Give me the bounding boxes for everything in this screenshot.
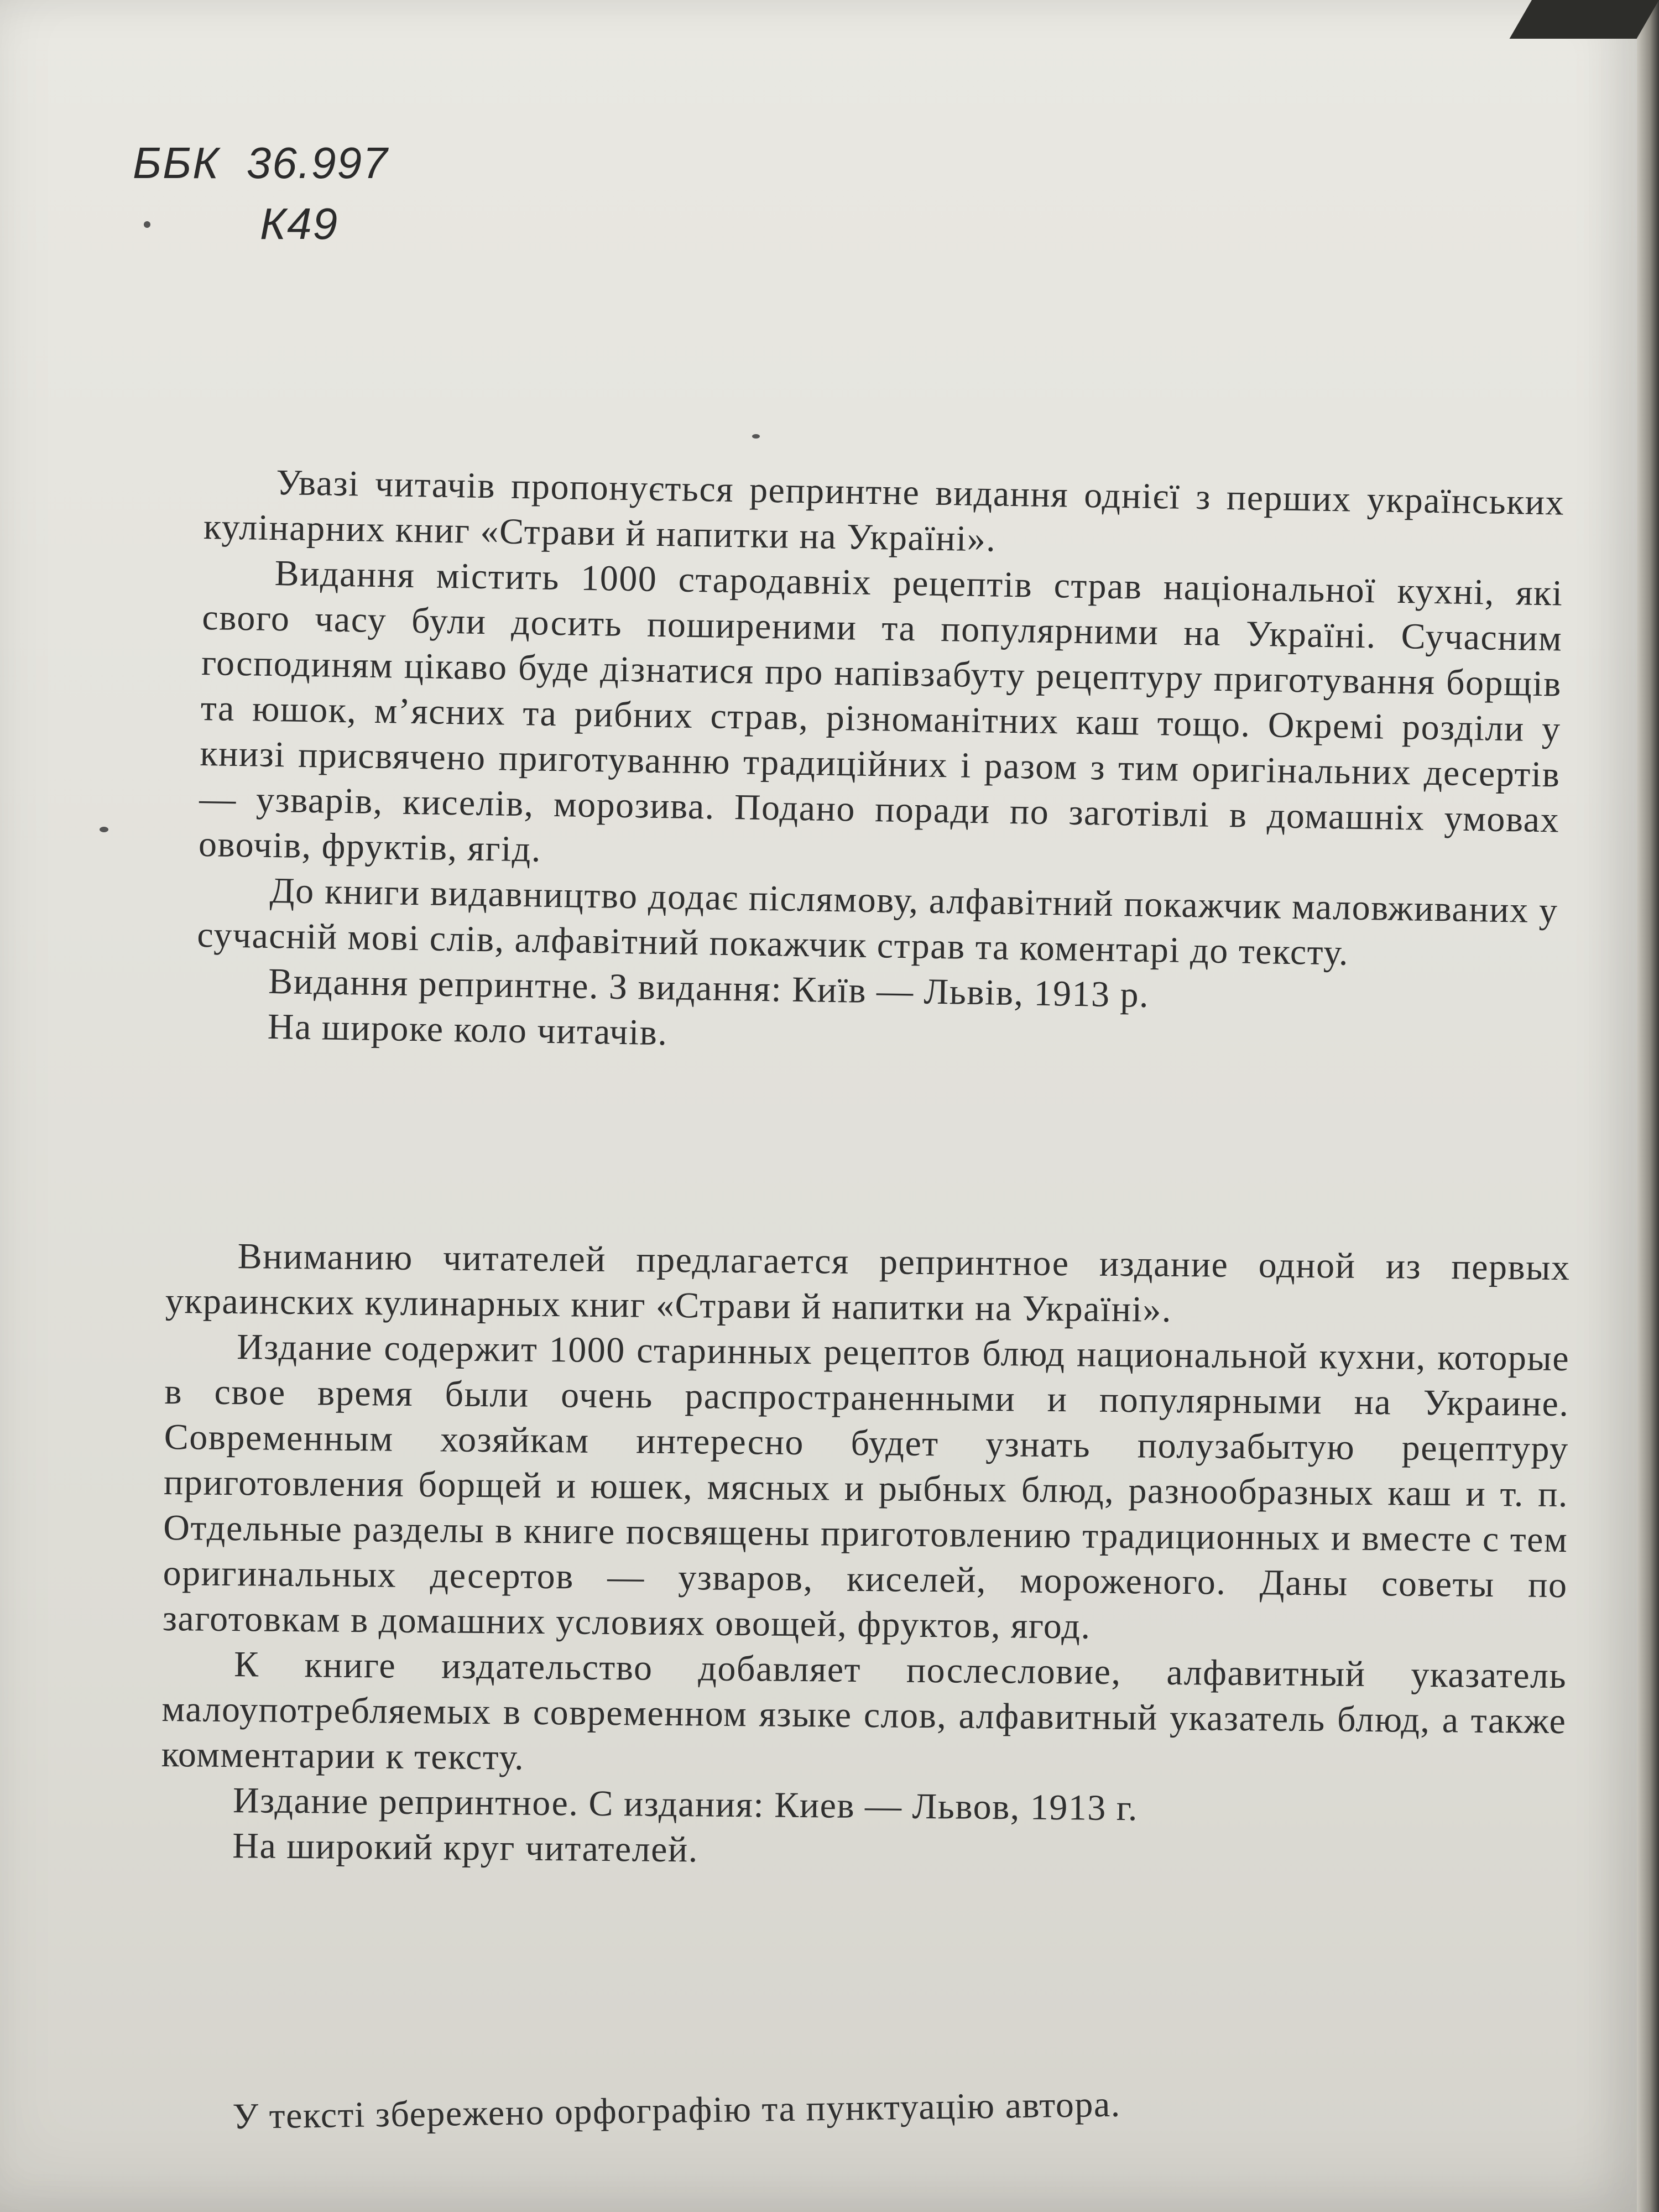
ink-speck — [752, 434, 760, 439]
ru-paragraph-appendix: К книге издательство добавляет послесловие, алфавитный указатель малоупотребляемых в современном языке слов, алфавитный указатель блюд, а также комментарии к тексту. — [161, 1644, 1567, 1778]
orthography-note: У тексті збережено орфографію та пунктуацію автора. — [232, 2084, 1121, 2137]
library-classification — [133, 133, 388, 254]
bbk-code: 36.997 — [246, 138, 389, 187]
ua-reprint-source: Видання репринтне. З видання: Київ — Львів, 1913 р. — [268, 961, 1150, 1015]
ink-speck — [100, 827, 108, 832]
ua-paragraph-intro: Увазі читачів пропонується репринтне видання однієї з перших українських кулінарних книг «Страви й напитки на Україні». — [203, 462, 1565, 560]
annotation-russian — [160, 1233, 1571, 1880]
bbk-label: ББК — [133, 138, 220, 187]
ua-paragraph-content: Видання містить 1000 стародавніх рецептів страв національної кухні, які свого часу були досить поширеними та популярними на Україні. Сучасним господиням цікаво буде дізнатися про напівзабуту рецептуру приготування борщів та юшок, м’ясних та рибних страв, різноманітних каш тощо. Окремі розділи у книзі присвячено приготуванню традиційних і разом з тим оригінальних десертів — узварів, киселів, морозива. Подано поради по заготівлі в домашніх умовах овочів, фруктів, ягід. — [198, 553, 1564, 870]
author-mark: К49 — [260, 199, 339, 248]
ru-paragraph-intro: Вниманию читателей предлагается репринтное издание одной из первых украинских кулинарных книг «Страви й напитки на Україні». — [165, 1236, 1571, 1330]
ru-audience: На широкий круг читателей. — [232, 1825, 699, 1870]
ua-paragraph-appendix: До книги видавництво додає післямову, алфавітний покажчик маловживаних у сучасній мові слів, алфавітний покажчик страв та коментарі до тексту. — [196, 870, 1559, 973]
annotation-ukrainian — [195, 459, 1564, 1070]
book-cover-corner — [1510, 0, 1659, 39]
ua-audience: На широке коло читачів. — [267, 1006, 668, 1053]
ru-paragraph-content: Издание содержит 1000 старинных рецептов блюд национальной кухни, которые в свое время были очень распространенными и популярными на Украине. Современным хозяйкам интересно будет узнать полузабытую рецептуру приготовления борщей и юшек, мясных и рыбных блюд, разнообразных каш и т. п. Отдельные разделы в книге посвящены приготовлению традиционных и вместе с тем оригинальных десертов — узваров, киселей, мороженого. Даны советы по заготовкам в домашних условиях овощей, фруктов, ягод. — [162, 1327, 1570, 1647]
ru-reprint-source: Издание репринтное. С издания: Киев — Львов, 1913 г. — [232, 1780, 1139, 1829]
page-edge-shadow — [1637, 0, 1659, 2212]
